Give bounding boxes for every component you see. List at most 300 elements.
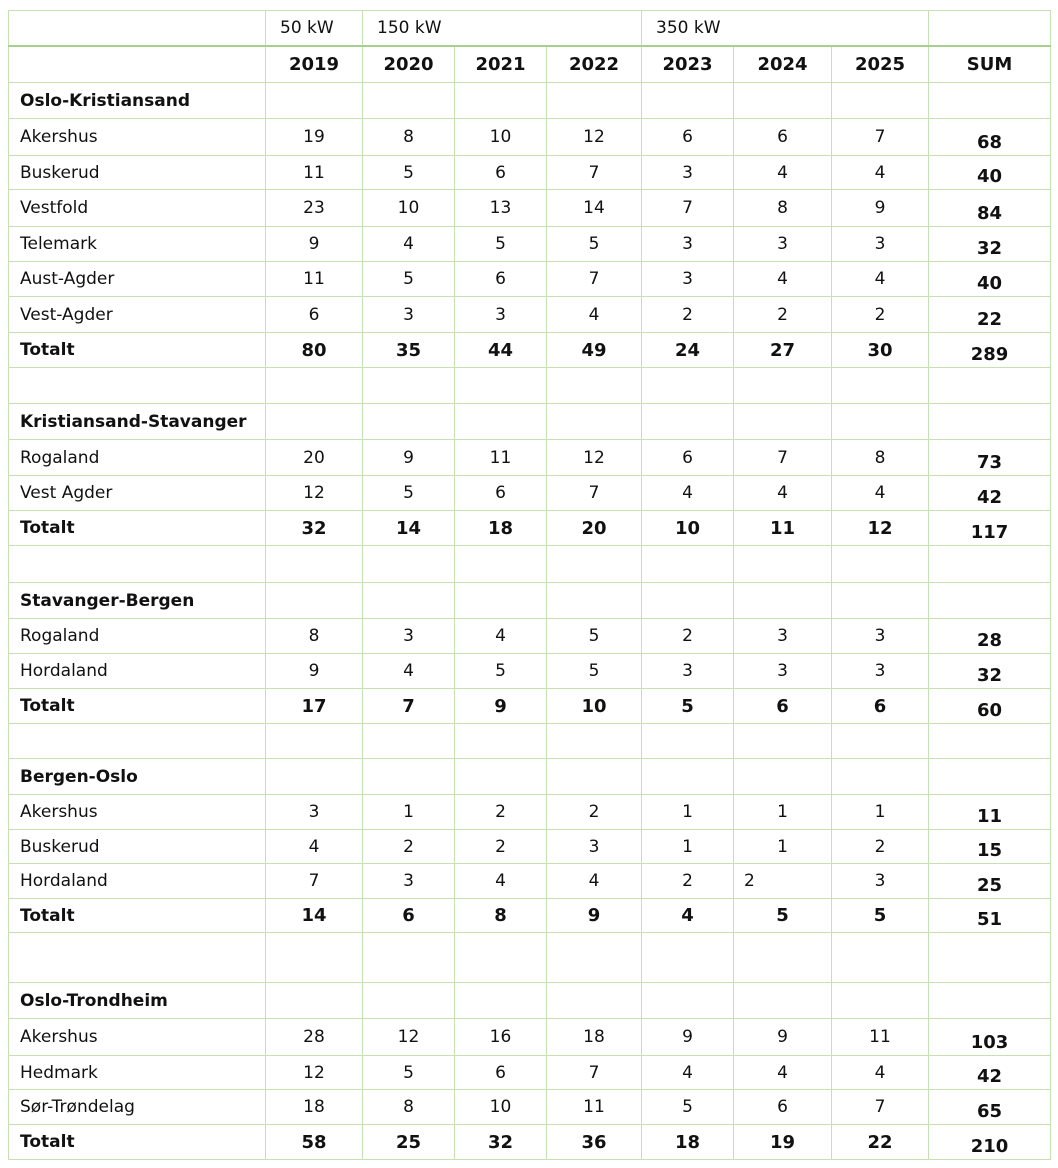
total-value-cell: 20 [547, 511, 642, 546]
value-cell: 9 [266, 654, 363, 689]
total-value-cell: 24 [642, 333, 734, 368]
total-value-cell: 5 [642, 689, 734, 724]
header-empty-sum-cell [929, 11, 1051, 46]
value-cell: 12 [266, 476, 363, 511]
table-row [9, 476, 1051, 511]
empty-cell [929, 583, 1051, 619]
empty-cell [455, 724, 547, 759]
value-cell: 16 [455, 1019, 547, 1056]
region-name: Rogaland [9, 440, 266, 476]
table-row [9, 864, 1051, 899]
region-name: Akershus [9, 1019, 266, 1056]
empty-cell [547, 759, 642, 795]
value-cell: 2 [547, 795, 642, 830]
value-cell: 6 [734, 119, 832, 156]
empty-cell [363, 759, 455, 795]
value-cell: 4 [734, 262, 832, 297]
value-cell: 7 [547, 1056, 642, 1090]
route-name: Oslo-Kristiansand [9, 83, 266, 119]
empty-cell [266, 368, 363, 404]
total-value-cell: 6 [734, 689, 832, 724]
empty-cell [363, 546, 455, 583]
value-cell: 1 [734, 795, 832, 830]
total-value-cell: 27 [734, 333, 832, 368]
empty-cell [642, 546, 734, 583]
value-cell: 2 [455, 830, 547, 864]
value-cell: 13 [455, 190, 547, 227]
value-cell: 7 [547, 156, 642, 190]
empty-cell [9, 546, 266, 583]
sum-cell: 68 [929, 119, 1051, 156]
value-cell: 3 [266, 795, 363, 830]
total-value-cell: 10 [547, 689, 642, 724]
total-value-cell: 25 [363, 1125, 455, 1160]
empty-cell [929, 933, 1051, 983]
empty-cell [363, 983, 455, 1019]
spacer-row [9, 546, 1051, 583]
value-cell: 12 [266, 1056, 363, 1090]
value-cell: 3 [642, 156, 734, 190]
value-cell: 2 [642, 297, 734, 333]
region-name: Akershus [9, 795, 266, 830]
spacer-row [9, 724, 1051, 759]
value-cell: 8 [363, 119, 455, 156]
empty-cell [266, 546, 363, 583]
empty-cell [929, 759, 1051, 795]
empty-cell [642, 404, 734, 440]
sum-header: SUM [929, 46, 1051, 83]
empty-cell [832, 546, 929, 583]
empty-cell [547, 546, 642, 583]
empty-cell [363, 368, 455, 404]
sum-cell: 11 [929, 795, 1051, 830]
value-cell: 4 [547, 864, 642, 899]
value-cell: 4 [455, 864, 547, 899]
table-row [9, 440, 1051, 476]
sum-cell: 40 [929, 262, 1051, 297]
power-350kw-header: 350 kW [642, 11, 929, 46]
value-cell: 3 [832, 227, 929, 262]
value-cell: 18 [547, 1019, 642, 1056]
empty-cell [9, 724, 266, 759]
total-sum-cell: 60 [929, 689, 1051, 724]
route-header-row [9, 583, 1051, 619]
empty-cell [455, 368, 547, 404]
value-cell: 7 [832, 1090, 929, 1125]
value-cell: 9 [642, 1019, 734, 1056]
value-cell: 5 [547, 619, 642, 654]
empty-cell [266, 404, 363, 440]
value-cell: 9 [266, 227, 363, 262]
table-row [9, 830, 1051, 864]
sum-cell: 42 [929, 476, 1051, 511]
empty-cell [929, 724, 1051, 759]
value-cell: 4 [832, 262, 929, 297]
sum-cell: 103 [929, 1019, 1051, 1056]
total-value-cell: 49 [547, 333, 642, 368]
empty-cell [455, 759, 547, 795]
value-cell: 4 [734, 156, 832, 190]
year-header: 2022 [547, 46, 642, 83]
empty-cell [547, 583, 642, 619]
value-cell: 7 [266, 864, 363, 899]
empty-cell [547, 724, 642, 759]
total-value-cell: 4 [642, 899, 734, 933]
total-value-cell: 30 [832, 333, 929, 368]
charging-stations-table [8, 10, 1051, 1160]
table-row [9, 795, 1051, 830]
value-cell: 8 [266, 619, 363, 654]
power-150kw-header: 150 kW [363, 11, 642, 46]
total-value-cell: 14 [363, 511, 455, 546]
value-cell: 12 [547, 440, 642, 476]
value-cell: 2 [832, 830, 929, 864]
value-cell: 3 [642, 262, 734, 297]
empty-cell [547, 983, 642, 1019]
total-sum-cell: 210 [929, 1125, 1051, 1160]
value-cell: 3 [734, 654, 832, 689]
total-value-cell: 10 [642, 511, 734, 546]
value-cell: 11 [547, 1090, 642, 1125]
value-cell: 6 [266, 297, 363, 333]
empty-cell [363, 933, 455, 983]
value-cell: 7 [642, 190, 734, 227]
value-cell: 1 [363, 795, 455, 830]
value-cell: 11 [266, 156, 363, 190]
table-row [9, 119, 1051, 156]
empty-cell [832, 583, 929, 619]
total-value-cell: 22 [832, 1125, 929, 1160]
value-cell: 5 [455, 654, 547, 689]
value-cell: 5 [455, 227, 547, 262]
value-cell: 7 [734, 440, 832, 476]
sum-cell: 22 [929, 297, 1051, 333]
table-row [9, 262, 1051, 297]
value-cell: 20 [266, 440, 363, 476]
empty-cell [734, 546, 832, 583]
empty-cell [832, 724, 929, 759]
empty-cell [363, 83, 455, 119]
value-cell: 5 [547, 227, 642, 262]
total-label: Totalt [9, 899, 266, 933]
total-value-cell: 32 [455, 1125, 547, 1160]
empty-cell [642, 983, 734, 1019]
value-cell: 6 [455, 1056, 547, 1090]
empty-cell [266, 724, 363, 759]
value-cell: 3 [734, 619, 832, 654]
total-value-cell: 8 [455, 899, 547, 933]
region-name: Hordaland [9, 864, 266, 899]
value-cell: 4 [734, 1056, 832, 1090]
empty-cell [832, 83, 929, 119]
empty-cell [547, 368, 642, 404]
total-label: Totalt [9, 333, 266, 368]
empty-cell [547, 404, 642, 440]
empty-cell [832, 759, 929, 795]
value-cell: 3 [642, 227, 734, 262]
empty-cell [929, 368, 1051, 404]
region-name: Vest-Agder [9, 297, 266, 333]
year-header-row [9, 46, 1051, 83]
value-cell: 5 [363, 1056, 455, 1090]
route-name: Kristiansand-Stavanger [9, 404, 266, 440]
value-cell: 4 [832, 476, 929, 511]
empty-cell [642, 368, 734, 404]
table-body [9, 11, 1051, 1160]
value-cell: 3 [455, 297, 547, 333]
route-header-row [9, 404, 1051, 440]
empty-cell [929, 404, 1051, 440]
value-cell: 4 [455, 619, 547, 654]
value-cell: 10 [455, 119, 547, 156]
sum-cell: 84 [929, 190, 1051, 227]
route-name: Oslo-Trondheim [9, 983, 266, 1019]
sum-cell: 73 [929, 440, 1051, 476]
year-header: 2025 [832, 46, 929, 83]
total-value-cell: 11 [734, 511, 832, 546]
route-header-row [9, 983, 1051, 1019]
total-value-cell: 6 [363, 899, 455, 933]
sum-cell: 32 [929, 654, 1051, 689]
value-cell: 8 [363, 1090, 455, 1125]
total-sum-cell: 117 [929, 511, 1051, 546]
region-name: Hedmark [9, 1056, 266, 1090]
region-name: Vest Agder [9, 476, 266, 511]
value-cell: 4 [266, 830, 363, 864]
route-name: Bergen-Oslo [9, 759, 266, 795]
region-name: Sør-Trøndelag [9, 1090, 266, 1125]
value-cell: 1 [642, 830, 734, 864]
value-cell: 19 [266, 119, 363, 156]
empty-cell [455, 933, 547, 983]
table-row [9, 190, 1051, 227]
value-cell: 6 [455, 156, 547, 190]
value-cell: 11 [266, 262, 363, 297]
total-value-cell: 17 [266, 689, 363, 724]
total-value-cell: 9 [455, 689, 547, 724]
value-cell: 18 [266, 1090, 363, 1125]
value-cell: 28 [266, 1019, 363, 1056]
empty-cell [642, 583, 734, 619]
sum-cell: 65 [929, 1090, 1051, 1125]
empty-cell [9, 368, 266, 404]
total-value-cell: 32 [266, 511, 363, 546]
empty-cell [642, 83, 734, 119]
region-name: Akershus [9, 119, 266, 156]
total-value-cell: 19 [734, 1125, 832, 1160]
value-cell: 9 [832, 190, 929, 227]
table-row [9, 619, 1051, 654]
value-cell: 1 [832, 795, 929, 830]
region-name: Buskerud [9, 156, 266, 190]
value-cell: 3 [642, 654, 734, 689]
year-header: 2024 [734, 46, 832, 83]
sum-cell: 15 [929, 830, 1051, 864]
region-name: Telemark [9, 227, 266, 262]
value-cell: 2 [363, 830, 455, 864]
empty-cell [642, 933, 734, 983]
total-value-cell: 7 [363, 689, 455, 724]
value-cell: 9 [363, 440, 455, 476]
value-cell: 10 [455, 1090, 547, 1125]
empty-cell [266, 583, 363, 619]
value-cell: 9 [734, 1019, 832, 1056]
power-header-row [9, 11, 1051, 46]
value-cell: 3 [363, 619, 455, 654]
total-sum-cell: 51 [929, 899, 1051, 933]
spacer-row [9, 368, 1051, 404]
empty-cell [832, 368, 929, 404]
empty-cell [547, 933, 642, 983]
route-header-row [9, 83, 1051, 119]
route-header-row [9, 759, 1051, 795]
empty-cell [266, 83, 363, 119]
empty-cell [734, 83, 832, 119]
value-cell: 8 [734, 190, 832, 227]
sum-cell: 25 [929, 864, 1051, 899]
sum-cell: 40 [929, 156, 1051, 190]
value-cell: 1 [734, 830, 832, 864]
year-header: 2020 [363, 46, 455, 83]
total-row [9, 689, 1051, 724]
empty-cell [734, 983, 832, 1019]
total-row [9, 333, 1051, 368]
empty-cell [455, 546, 547, 583]
value-cell: 4 [642, 476, 734, 511]
total-row [9, 899, 1051, 933]
value-cell: 8 [832, 440, 929, 476]
total-value-cell: 12 [832, 511, 929, 546]
value-cell: 2 [734, 864, 832, 899]
table-row [9, 654, 1051, 689]
year-header-empty-cell [9, 46, 266, 83]
region-name: Hordaland [9, 654, 266, 689]
empty-cell [642, 759, 734, 795]
empty-cell [929, 546, 1051, 583]
value-cell: 3 [547, 830, 642, 864]
total-value-cell: 18 [455, 511, 547, 546]
table-row [9, 227, 1051, 262]
value-cell: 3 [832, 654, 929, 689]
total-value-cell: 35 [363, 333, 455, 368]
empty-cell [734, 368, 832, 404]
empty-cell [455, 404, 547, 440]
empty-cell [642, 724, 734, 759]
value-cell: 12 [547, 119, 642, 156]
value-cell: 5 [363, 476, 455, 511]
total-value-cell: 6 [832, 689, 929, 724]
value-cell: 7 [832, 119, 929, 156]
empty-cell [734, 933, 832, 983]
total-value-cell: 80 [266, 333, 363, 368]
sum-cell: 32 [929, 227, 1051, 262]
table-row [9, 1056, 1051, 1090]
total-sum-cell: 289 [929, 333, 1051, 368]
value-cell: 2 [642, 619, 734, 654]
value-cell: 3 [363, 297, 455, 333]
table-row [9, 1019, 1051, 1056]
value-cell: 4 [642, 1056, 734, 1090]
value-cell: 5 [363, 156, 455, 190]
empty-cell [734, 724, 832, 759]
table-row [9, 297, 1051, 333]
value-cell: 2 [642, 864, 734, 899]
empty-cell [266, 983, 363, 1019]
value-cell: 2 [832, 297, 929, 333]
total-value-cell: 18 [642, 1125, 734, 1160]
value-cell: 6 [642, 440, 734, 476]
empty-cell [734, 583, 832, 619]
value-cell: 11 [455, 440, 547, 476]
value-cell: 6 [455, 476, 547, 511]
value-cell: 14 [547, 190, 642, 227]
year-header: 2021 [455, 46, 547, 83]
value-cell: 1 [642, 795, 734, 830]
region-name: Buskerud [9, 830, 266, 864]
value-cell: 5 [363, 262, 455, 297]
total-value-cell: 5 [734, 899, 832, 933]
value-cell: 3 [832, 619, 929, 654]
empty-cell [9, 933, 266, 983]
power-50kw-header: 50 kW [266, 11, 363, 46]
value-cell: 6 [455, 262, 547, 297]
empty-cell [363, 583, 455, 619]
empty-cell [363, 404, 455, 440]
total-label: Totalt [9, 511, 266, 546]
value-cell: 5 [642, 1090, 734, 1125]
empty-cell [929, 983, 1051, 1019]
value-cell: 12 [363, 1019, 455, 1056]
value-cell: 4 [363, 227, 455, 262]
sum-cell: 42 [929, 1056, 1051, 1090]
total-label: Totalt [9, 1125, 266, 1160]
total-row [9, 511, 1051, 546]
value-cell: 11 [832, 1019, 929, 1056]
empty-cell [455, 83, 547, 119]
empty-cell [266, 933, 363, 983]
empty-cell [455, 583, 547, 619]
year-header: 2023 [642, 46, 734, 83]
empty-cell [363, 724, 455, 759]
value-cell: 4 [363, 654, 455, 689]
value-cell: 7 [547, 476, 642, 511]
region-name: Vestfold [9, 190, 266, 227]
spacer-row [9, 933, 1051, 983]
total-value-cell: 58 [266, 1125, 363, 1160]
total-value-cell: 36 [547, 1125, 642, 1160]
year-header: 2019 [266, 46, 363, 83]
region-name: Rogaland [9, 619, 266, 654]
value-cell: 4 [734, 476, 832, 511]
value-cell: 7 [547, 262, 642, 297]
value-cell: 2 [734, 297, 832, 333]
empty-cell [929, 83, 1051, 119]
empty-cell [832, 983, 929, 1019]
value-cell: 6 [734, 1090, 832, 1125]
empty-cell [832, 404, 929, 440]
value-cell: 6 [642, 119, 734, 156]
sum-cell: 28 [929, 619, 1051, 654]
value-cell: 2 [455, 795, 547, 830]
region-name: Aust-Agder [9, 262, 266, 297]
value-cell: 3 [363, 864, 455, 899]
value-cell: 4 [547, 297, 642, 333]
value-cell: 3 [832, 864, 929, 899]
total-value-cell: 9 [547, 899, 642, 933]
total-value-cell: 5 [832, 899, 929, 933]
empty-cell [547, 83, 642, 119]
value-cell: 5 [547, 654, 642, 689]
